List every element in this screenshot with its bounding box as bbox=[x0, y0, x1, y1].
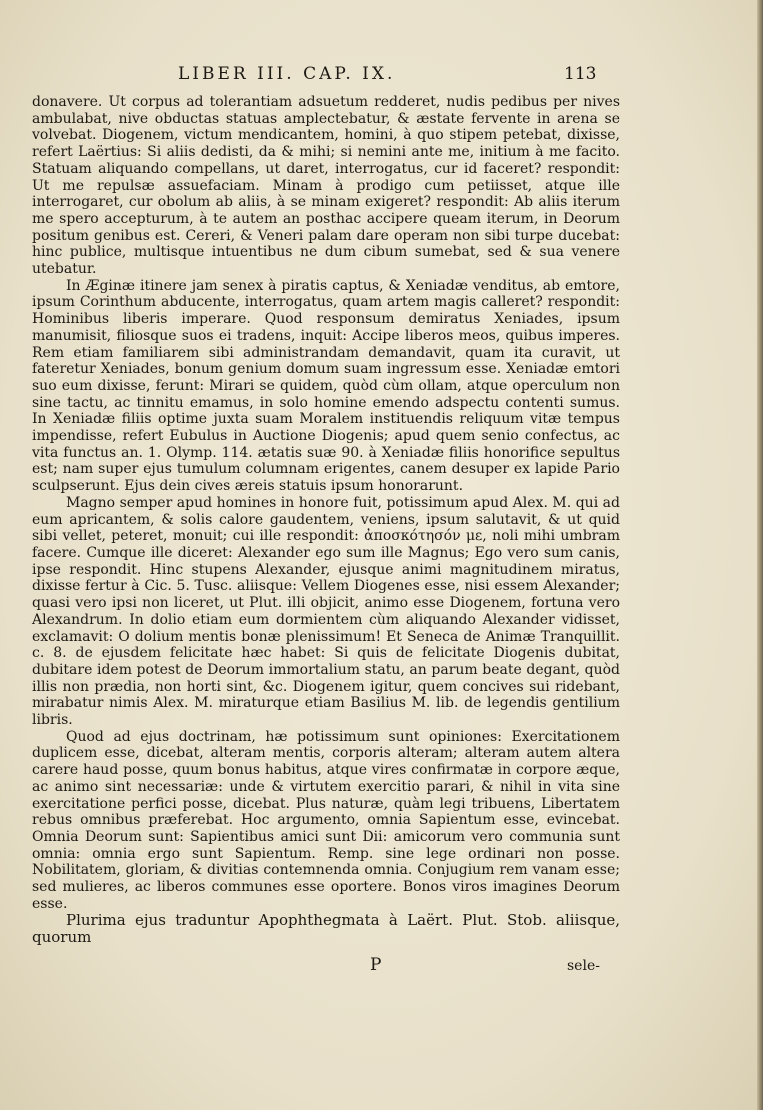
paragraph-5: Plurima ejus traduntur Apophthegmata à Laërt. Plut. Stob. aliisque, quorum bbox=[32, 911, 620, 947]
page-number: 113 bbox=[564, 64, 597, 84]
signature-mark: P bbox=[370, 955, 382, 975]
page-header bbox=[0, 64, 763, 86]
paragraph-3: Magno semper apud homines in honore fuit, potissimum apud Alex. M. qui ad eum apricantem, & solis calore gaudentem, veniens, ipsum salutavit, & ut quid sibi vellet, peteret, monuit; cui ille respondit: ἀποσκότησόν με, noli mihi umbram facere. Cumque ille diceret: Alexander ego sum ille Magnus; Ego vero sum canis, ipse respondit. Hinc stupens Alexander, ejusque animi magnitudinem miratus, dixisse fertur à Cic. 5. Tusc. aliisque: Vellem Diogenes esse, nisi essem Alexander; quasi vero ipsi non liceret, ut Plut. illi objicit, animo esse Diogenem, fortuna vero Alexandrum. In dolio etiam eum dormientem cùm aliquando Alexander vidisset, exclamavit: O dolium mentis bonæ plenissimum! Et Seneca de Animæ Tranquillit. c. 8. de ejusdem felicitate hæc habet: Si quis de felicitate Diogenis dubitat, dubitare idem potest de Deorum immortalium statu, an parum beate degant, quòd illis non prædia, non horti sint, &c. Diogenem igitur, quem concives sui ridebant, mirabatur nimis Alex. M. miraturque etiam Basilius M. lib. de legendis gentilium libris. bbox=[32, 494, 620, 729]
catchword: sele- bbox=[567, 958, 600, 974]
running-head: LIBER III. CAP. IX. bbox=[178, 64, 396, 84]
page-spine-shadow bbox=[757, 0, 763, 1110]
paragraph-4: Quod ad ejus doctrinam, hæ potissimum sunt opiniones: Exercitationem duplicem esse, dicebat, alteram mentis, corporis alteram; alteram autem altera carere haud posse, quum bonus habitus, atque vires confirmatæ in corpore æque, ac animo sint necessariæ: unde & virtutem exercitio parari, & nihil in vita sine exercitatione perfici posse, dicebat. Plus naturæ, quàm legi tribuens, Libertatem rebus omnibus præferebat. Hoc argumento, omnia Sapientum esse, evincebat. Omnia Deorum sunt: Sapientibus amici sunt Dii: amicorum vero communia sunt omnia: omnia ergo sunt Sapientum. Remp. sine lege ordinari non posse. Nobilitatem, gloriam, & divitias contemnenda omnia. Conjugium rem vanam esse; sed mulieres, ac liberos communes esse oportere. Bonos viros imagines Deorum esse. bbox=[32, 728, 620, 912]
paragraph-1: donavere. Ut corpus ad tolerantiam adsuetum redderet, nudis pedibus per nives ambulabat, nive obductas statuas amplectebatur, & æstate fervente in arena se volvebat. Diogenem, victum mendicantem, homini, à quo stipem petebat, dixisse, refert Laërtius: Si aliis dedisti, da & mihi; si nemini ante me, initium à me facito. Statuam aliquando compellans, ut daret, interrogatus, cur id faceret? respondit: Ut me repulsæ assuefaciam. Minam à prodigo cum petiisset, atque ille interrogaret, cur obolum ab aliis, à se minam exigeret? respondit: Ab aliis iterum me spero accepturum, à te autem an posthac accipere queam iterum, in Deorum positum genibus est. Cereri, & Veneri palam dare operam non sibi turpe ducebat: hinc publice, multisque intuentibus ne dum cibum sumebat, sed & sua venere utebatur. bbox=[32, 94, 620, 278]
paragraph-2: In Æginæ itinere jam senex à piratis captus, & Xeniadæ venditus, ab emtore, ipsum Corinthum abducente, interrogatus, quam artem magis calleret? respondit: Hominibus liberis imperare. Quod responsum demiratus Xeniades, ipsum manumisit, filiosque suos ei tradens, inquit: Accipe liberos meos, quibus imperes. Rem etiam familiarem sibi administrandam demandavit, quam ita curavit, ut fateretur Xeniades, bonum genium domum suam ingressum esse. Xeniadæ emtori suo eum dixisse, ferunt: Mirari se quidem, quòd cùm ollam, atque operculum non sine tactu, ac tinnitu emamus, in solo homine emendo adspectu contenti sumus. In Xeniadæ filiis optime juxta suam Moralem instituendis reliquum vitæ tempus impendisse, refert Eubulus in Auctione Diogenis; apud quem senio confectus, ac vita functus an. 1. Olymp. 114. ætatis suæ 90. à Xeniadæ filiis honorifice sepultus est; nam super ejus tumulum columnam erigentes, canem desuper ex lapide Pario sculpserunt. Ejus dein cives æreis statuis ipsum honorarunt. bbox=[32, 277, 620, 495]
body-text bbox=[32, 94, 620, 946]
